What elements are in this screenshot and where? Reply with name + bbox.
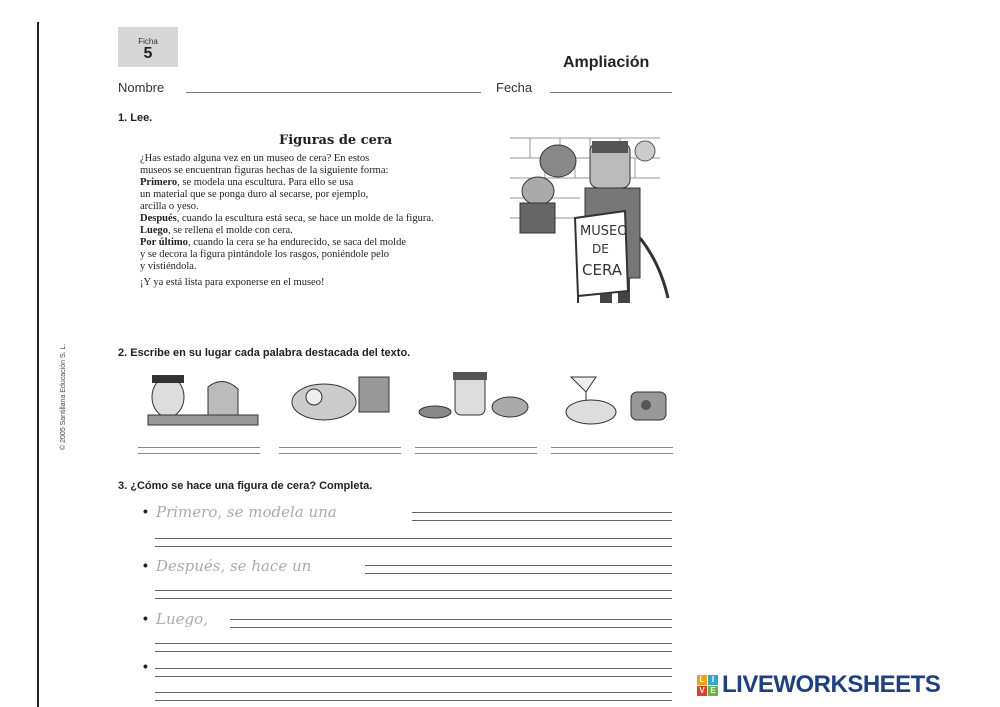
answer-line-3[interactable]: [415, 447, 537, 449]
section-title: Ampliación: [563, 54, 650, 71]
bullet: •: [143, 557, 148, 573]
prompt-3: Luego,: [156, 610, 208, 628]
date-field[interactable]: [550, 92, 672, 93]
write-line[interactable]: [365, 573, 672, 574]
answer-line-1[interactable]: [138, 447, 260, 449]
picture-decorating: [551, 367, 673, 427]
bullet: •: [143, 610, 148, 626]
answer-line-1b[interactable]: [138, 453, 260, 455]
picture-filling: [415, 367, 537, 427]
write-line[interactable]: [230, 627, 672, 628]
picture-modeling: [138, 367, 260, 427]
museum-sign: [575, 211, 628, 296]
svg-text:DE: DE: [592, 242, 609, 256]
logo-text: LIVEWORKSHEETS: [722, 671, 941, 698]
write-line[interactable]: [155, 651, 672, 652]
question-2: 2. Escribe en su lugar cada palabra destacada del texto.: [118, 347, 411, 359]
bullet: •: [143, 658, 148, 674]
bullet: •: [143, 503, 148, 519]
prompt-2: Después, se hace un: [156, 557, 312, 575]
write-line[interactable]: [365, 565, 672, 566]
write-line[interactable]: [155, 676, 672, 677]
answer-line-2b[interactable]: [279, 453, 401, 455]
question-1: 1. Lee.: [118, 112, 153, 124]
copyright-note: © 2005 Santillana Educación S. L.: [60, 343, 67, 450]
picture-mold: [279, 367, 401, 427]
margin-rule: [37, 22, 39, 707]
reading-text: ¿Has estado alguna vez en un museo de cera? En estos museos se encuentran figuras hechas de la siguiente forma: Primero, se modela una escultura. Para ello se usa un material que se ponga duro al secarse, por ejemplo, arcilla o yeso. Después, cuando la escultura está seca, se hace un molde de la figura. Luego, se rellena el molde con cera. Por último, cuando la cera se ha endurecido, se saca del molde y se decora la figura pintándole los rasgos, poniéndole pelo y vistiéndola. ¡Y ya está lista para exponerse en el museo!: [140, 153, 434, 288]
write-line[interactable]: [155, 538, 672, 539]
svg-text:MUSEO: MUSEO: [580, 224, 628, 239]
name-field[interactable]: [186, 92, 481, 93]
answer-line-3b[interactable]: [415, 453, 537, 455]
answer-line-4b[interactable]: [551, 453, 673, 455]
reading-title: Figuras de cera: [279, 133, 393, 148]
write-line[interactable]: [155, 700, 672, 701]
wax-museum-illustration: [500, 123, 672, 306]
write-line[interactable]: [155, 643, 672, 644]
logo-mark: L I V E: [697, 675, 718, 696]
write-line[interactable]: [155, 546, 672, 547]
write-line[interactable]: [230, 619, 672, 620]
ficha-badge: [118, 27, 178, 67]
question-3: 3. ¿Cómo se hace una figura de cera? Completa.: [118, 480, 373, 492]
svg-text:CERA: CERA: [582, 261, 623, 279]
ficha-number: 5: [143, 45, 153, 62]
prompt-1: Primero, se modela una: [156, 503, 337, 521]
answer-line-4[interactable]: [551, 447, 673, 449]
answer-line-2[interactable]: [279, 447, 401, 449]
write-line[interactable]: [155, 692, 672, 693]
write-line[interactable]: [155, 668, 672, 669]
write-line[interactable]: [412, 520, 672, 521]
liveworksheets-logo[interactable]: [697, 670, 940, 700]
write-line[interactable]: [155, 590, 672, 591]
ficha-label: Ficha: [138, 37, 158, 46]
date-label: Fecha: [496, 80, 533, 95]
name-label: Nombre: [118, 80, 165, 95]
write-line[interactable]: [412, 512, 672, 513]
write-line[interactable]: [155, 598, 672, 599]
